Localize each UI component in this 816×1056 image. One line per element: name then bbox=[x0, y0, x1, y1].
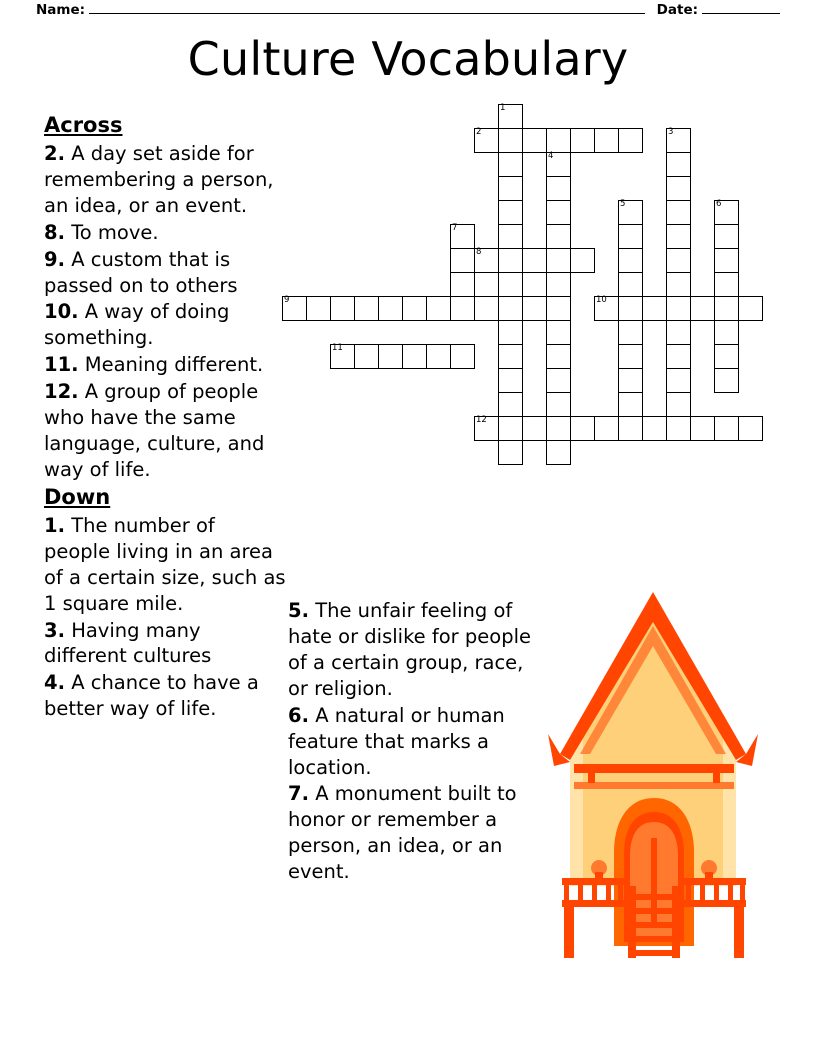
clue-text: A day set aside for remembering a person, an idea, or an event. bbox=[44, 141, 274, 217]
crossword-cell[interactable] bbox=[426, 296, 451, 321]
worksheet-header bbox=[36, 2, 780, 18]
crossword-cell[interactable] bbox=[546, 320, 571, 345]
crossword-cell[interactable] bbox=[546, 440, 571, 465]
clue-text: A custom that is passed on to others bbox=[44, 247, 238, 297]
crossword-cell[interactable] bbox=[546, 272, 571, 297]
clue-column-middle bbox=[288, 598, 538, 886]
name-label: Name: bbox=[36, 2, 86, 18]
crossword-cell[interactable] bbox=[666, 152, 691, 177]
crossword-cell[interactable] bbox=[474, 248, 499, 273]
clue-across-9 bbox=[44, 247, 286, 299]
crossword-cell[interactable] bbox=[666, 128, 691, 153]
clue-number: 8. bbox=[44, 220, 65, 244]
crossword-cell[interactable] bbox=[450, 296, 475, 321]
crossword-cell[interactable] bbox=[546, 224, 571, 249]
crossword-cell[interactable] bbox=[714, 272, 739, 297]
crossword-cell[interactable] bbox=[330, 296, 355, 321]
clue-across-10 bbox=[44, 299, 286, 351]
crossword-cell[interactable] bbox=[402, 296, 427, 321]
crossword-cell[interactable] bbox=[450, 344, 475, 369]
clue-text: The number of people living in an area of a certain size, such as 1 square mile. bbox=[44, 513, 286, 615]
crossword-cell[interactable] bbox=[498, 152, 523, 177]
clue-number: 12. bbox=[44, 380, 79, 404]
clue-text: A chance to have a better way of life. bbox=[44, 671, 259, 721]
crossword-cell[interactable] bbox=[666, 392, 691, 417]
down-heading: Down bbox=[44, 484, 111, 509]
crossword-cell[interactable] bbox=[666, 296, 691, 321]
crossword-cell[interactable] bbox=[522, 128, 547, 153]
crossword-cell[interactable] bbox=[546, 368, 571, 393]
crossword-cell[interactable] bbox=[570, 128, 595, 153]
clue-number: 2. bbox=[44, 141, 65, 165]
crossword-cell[interactable] bbox=[594, 128, 619, 153]
crossword-cell[interactable] bbox=[618, 200, 643, 225]
crossword-cell[interactable] bbox=[546, 152, 571, 177]
crossword-cell[interactable] bbox=[546, 128, 571, 153]
crossword-cell[interactable] bbox=[546, 416, 571, 441]
crossword-cell[interactable] bbox=[498, 104, 523, 129]
crossword-cell[interactable] bbox=[498, 344, 523, 369]
cell-number: 4 bbox=[548, 151, 554, 161]
clue-text: The unfair feeling of hate or dislike for people of a certain group, race, or religion. bbox=[288, 599, 531, 700]
crossword-cell[interactable] bbox=[666, 176, 691, 201]
crossword-cell[interactable] bbox=[546, 296, 571, 321]
crossword-cell[interactable] bbox=[618, 128, 643, 153]
crossword-cell[interactable] bbox=[330, 344, 355, 369]
clue-text: A monument built to honor or remember a person, an idea, or an event. bbox=[288, 782, 517, 884]
clue-text: A way of doing something. bbox=[44, 300, 230, 350]
crossword-cell[interactable] bbox=[402, 344, 427, 369]
crossword-cell[interactable] bbox=[498, 368, 523, 393]
crossword-cell[interactable] bbox=[474, 296, 499, 321]
clue-down-1 bbox=[44, 513, 286, 617]
cell-number: 12 bbox=[476, 415, 487, 425]
crossword-cell[interactable] bbox=[618, 272, 643, 297]
crossword-cell[interactable] bbox=[738, 296, 763, 321]
cell-number: 7 bbox=[452, 223, 458, 233]
cell-number: 6 bbox=[716, 199, 722, 209]
crossword-cell[interactable] bbox=[306, 296, 331, 321]
crossword-cell[interactable] bbox=[450, 248, 475, 273]
crossword-cell[interactable] bbox=[498, 128, 523, 153]
crossword-cell[interactable] bbox=[282, 296, 307, 321]
date-blank-line[interactable] bbox=[702, 3, 780, 14]
crossword-cell[interactable] bbox=[522, 296, 547, 321]
clue-down-6 bbox=[288, 703, 538, 781]
across-heading: Across bbox=[44, 113, 123, 137]
crossword-cell[interactable] bbox=[666, 320, 691, 345]
crossword-cell[interactable] bbox=[666, 368, 691, 393]
crossword-cell[interactable] bbox=[498, 296, 523, 321]
crossword-cell[interactable] bbox=[570, 248, 595, 273]
cell-number: 3 bbox=[668, 127, 674, 137]
crossword-cell[interactable] bbox=[714, 320, 739, 345]
crossword-cell[interactable] bbox=[498, 320, 523, 345]
crossword-cell[interactable] bbox=[498, 272, 523, 297]
clue-number: 5. bbox=[288, 599, 309, 622]
crossword-cell[interactable] bbox=[498, 200, 523, 225]
crossword-cell[interactable] bbox=[618, 344, 643, 369]
crossword-cell[interactable] bbox=[714, 200, 739, 225]
clue-number: 9. bbox=[44, 247, 65, 271]
crossword-cell[interactable] bbox=[642, 296, 667, 321]
crossword-cell[interactable] bbox=[498, 176, 523, 201]
clue-text: A group of people who have the same language, culture, and way of life. bbox=[44, 380, 265, 481]
cell-number: 5 bbox=[620, 199, 626, 209]
cell-number: 1 bbox=[500, 103, 506, 113]
clue-text: Having many different cultures bbox=[44, 618, 212, 668]
clue-number: 1. bbox=[44, 513, 65, 537]
crossword-cell[interactable] bbox=[642, 416, 667, 441]
clue-number: 11. bbox=[44, 353, 79, 377]
crossword-cell[interactable] bbox=[546, 176, 571, 201]
cell-number: 9 bbox=[284, 295, 290, 305]
crossword-cell[interactable] bbox=[354, 296, 379, 321]
crossword-cell[interactable] bbox=[714, 224, 739, 249]
date-label: Date: bbox=[656, 2, 698, 18]
clue-number: 3. bbox=[44, 618, 65, 642]
crossword-cell[interactable] bbox=[354, 344, 379, 369]
crossword-cell[interactable] bbox=[450, 272, 475, 297]
crossword-cell[interactable] bbox=[498, 248, 523, 273]
clue-column-left bbox=[44, 112, 286, 723]
crossword-cell[interactable] bbox=[666, 224, 691, 249]
crossword-cell[interactable] bbox=[714, 344, 739, 369]
crossword-cell[interactable] bbox=[594, 416, 619, 441]
crossword-cell[interactable] bbox=[618, 416, 643, 441]
crossword-cell[interactable] bbox=[738, 416, 763, 441]
clue-down-5 bbox=[288, 598, 538, 702]
crossword-cell[interactable] bbox=[690, 416, 715, 441]
clue-across-12 bbox=[44, 379, 286, 483]
crossword-cell[interactable] bbox=[714, 368, 739, 393]
name-blank-line[interactable] bbox=[89, 3, 645, 14]
clue-number: 10. bbox=[44, 300, 79, 324]
crossword-cell[interactable] bbox=[618, 368, 643, 393]
crossword-cell[interactable] bbox=[618, 224, 643, 249]
crossword-cell[interactable] bbox=[714, 416, 739, 441]
crossword-cell[interactable] bbox=[522, 248, 547, 273]
crossword-cell[interactable] bbox=[546, 200, 571, 225]
crossword-cell[interactable] bbox=[666, 416, 691, 441]
clue-across-8 bbox=[44, 220, 286, 246]
crossword-cell[interactable] bbox=[474, 128, 499, 153]
crossword-cell[interactable] bbox=[618, 296, 643, 321]
crossword-cell[interactable] bbox=[378, 344, 403, 369]
crossword-cell[interactable] bbox=[498, 416, 523, 441]
clue-across-11 bbox=[44, 352, 286, 378]
crossword-cell[interactable] bbox=[426, 344, 451, 369]
cell-number: 10 bbox=[596, 295, 607, 305]
crossword-cell[interactable] bbox=[618, 320, 643, 345]
thai-temple-house-illustration bbox=[540, 586, 768, 960]
crossword-cell[interactable] bbox=[594, 296, 619, 321]
crossword-cell[interactable] bbox=[570, 416, 595, 441]
clue-text: A natural or human feature that marks a location. bbox=[288, 703, 505, 779]
clue-down-4 bbox=[44, 670, 286, 722]
cell-number: 8 bbox=[476, 247, 482, 257]
crossword-cell[interactable] bbox=[666, 344, 691, 369]
crossword-cell[interactable] bbox=[450, 224, 475, 249]
cell-number: 11 bbox=[332, 343, 343, 353]
crossword-cell[interactable] bbox=[714, 296, 739, 321]
crossword-cell[interactable] bbox=[522, 416, 547, 441]
crossword-cell[interactable] bbox=[546, 392, 571, 417]
clue-text: Meaning different. bbox=[84, 353, 264, 377]
crossword-cell[interactable] bbox=[690, 296, 715, 321]
crossword-cell[interactable] bbox=[618, 392, 643, 417]
clue-across-2 bbox=[44, 141, 286, 219]
clue-down-7 bbox=[288, 781, 538, 885]
crossword-cell[interactable] bbox=[498, 392, 523, 417]
clue-number: 6. bbox=[288, 703, 309, 727]
crossword-cell[interactable] bbox=[498, 440, 523, 465]
crossword-cell[interactable] bbox=[498, 224, 523, 249]
clue-number: 7. bbox=[288, 782, 309, 806]
clue-number: 4. bbox=[44, 671, 65, 695]
crossword-cell[interactable] bbox=[666, 272, 691, 297]
crossword-cell[interactable] bbox=[714, 248, 739, 273]
clue-text: To move. bbox=[71, 220, 159, 244]
crossword-cell[interactable] bbox=[666, 248, 691, 273]
crossword-cell[interactable] bbox=[474, 416, 499, 441]
crossword-cell[interactable] bbox=[546, 344, 571, 369]
crossword-cell[interactable] bbox=[546, 248, 571, 273]
clue-down-3 bbox=[44, 618, 286, 670]
crossword-cell[interactable] bbox=[666, 200, 691, 225]
cell-number: 2 bbox=[476, 127, 482, 137]
page-title: Culture Vocabulary bbox=[187, 32, 629, 86]
crossword-cell[interactable] bbox=[378, 296, 403, 321]
crossword-cell[interactable] bbox=[618, 248, 643, 273]
